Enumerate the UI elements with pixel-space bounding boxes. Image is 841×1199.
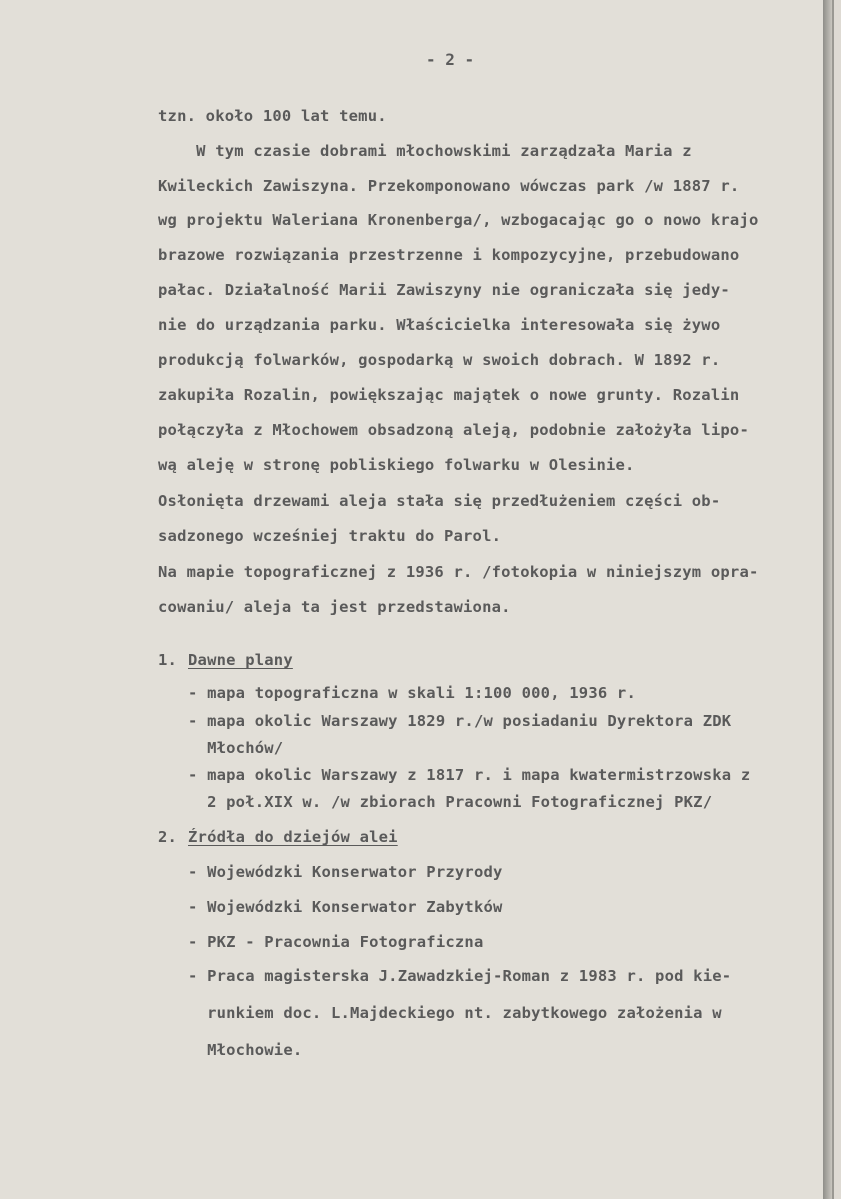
page-number: - 2 - bbox=[426, 50, 475, 69]
paragraph-line: wg projektu Waleriana Kronenberga/, wzbogacając go o nowo krajo bbox=[158, 211, 759, 229]
section-number: 2. bbox=[158, 828, 178, 846]
list-item: runkiem doc. L.Majdeckiego nt. zabytkowego założenia w bbox=[188, 1004, 722, 1022]
list-item: - mapa okolic Warszawy 1829 r./w posiadaniu Dyrektora ZDK bbox=[188, 712, 732, 730]
paragraph-line: tzn. około 100 lat temu. bbox=[158, 107, 387, 125]
list-item: - Wojewódzki Konserwator Zabytków bbox=[188, 898, 503, 916]
list-item: - mapa topograficzna w skali 1:100 000, 1936 r. bbox=[188, 684, 636, 702]
paragraph-line: brazowe rozwiązania przestrzenne i kompozycyjne, przebudowano bbox=[158, 246, 740, 264]
list-item: - PKZ - Pracownia Fotograficzna bbox=[188, 933, 484, 951]
list-item: - mapa okolic Warszawy z 1817 r. i mapa kwatermistrzowska z bbox=[188, 766, 751, 784]
section-heading: Źródła do dziejów alei bbox=[188, 828, 398, 846]
list-item: - Wojewódzki Konserwator Przyrody bbox=[188, 863, 503, 881]
paragraph-line: cowaniu/ aleja ta jest przedstawiona. bbox=[158, 598, 511, 616]
paragraph-line: produkcją folwarków, gospodarką w swoich dobrach. W 1892 r. bbox=[158, 351, 721, 369]
list-item: 2 poł.XIX w. /w zbiorach Pracowni Fotograficznej PKZ/ bbox=[188, 793, 713, 811]
paragraph-line: sadzonego wcześniej traktu do Parol. bbox=[158, 527, 502, 545]
page-edge-shadow bbox=[823, 0, 832, 1199]
paragraph-line: Osłonięta drzewami aleja stała się przedłużeniem części ob- bbox=[158, 492, 721, 510]
section-heading: Dawne plany bbox=[188, 651, 293, 669]
paragraph-line: wą aleję w stronę pobliskiego folwarku w Olesinie. bbox=[158, 456, 635, 474]
paragraph-line: W tym czasie dobrami młochowskimi zarządzała Maria z bbox=[158, 142, 692, 160]
paragraph-line: nie do urządzania parku. Właścicielka interesowała się żywo bbox=[158, 316, 721, 334]
list-item: Młochów/ bbox=[188, 739, 284, 757]
paragraph-line: pałac. Działalność Marii Zawiszyny nie ograniczała się jedy- bbox=[158, 281, 730, 299]
section-number: 1. bbox=[158, 651, 178, 669]
paragraph-line: zakupiła Rozalin, powiększając majątek o nowe grunty. Rozalin bbox=[158, 386, 740, 404]
paragraph-line: Kwileckich Zawiszyna. Przekomponowano wówczas park /w 1887 r. bbox=[158, 177, 740, 195]
paragraph-line: Na mapie topograficznej z 1936 r. /fotokopia w niniejszym opra- bbox=[158, 563, 759, 581]
list-item: - Praca magisterska J.Zawadzkiej-Roman z 1983 r. pod kie- bbox=[188, 967, 732, 985]
paragraph-line: połączyła z Młochowem obsadzoną aleją, podobnie założyła lipo- bbox=[158, 421, 749, 439]
list-item: Młochowie. bbox=[188, 1041, 303, 1059]
